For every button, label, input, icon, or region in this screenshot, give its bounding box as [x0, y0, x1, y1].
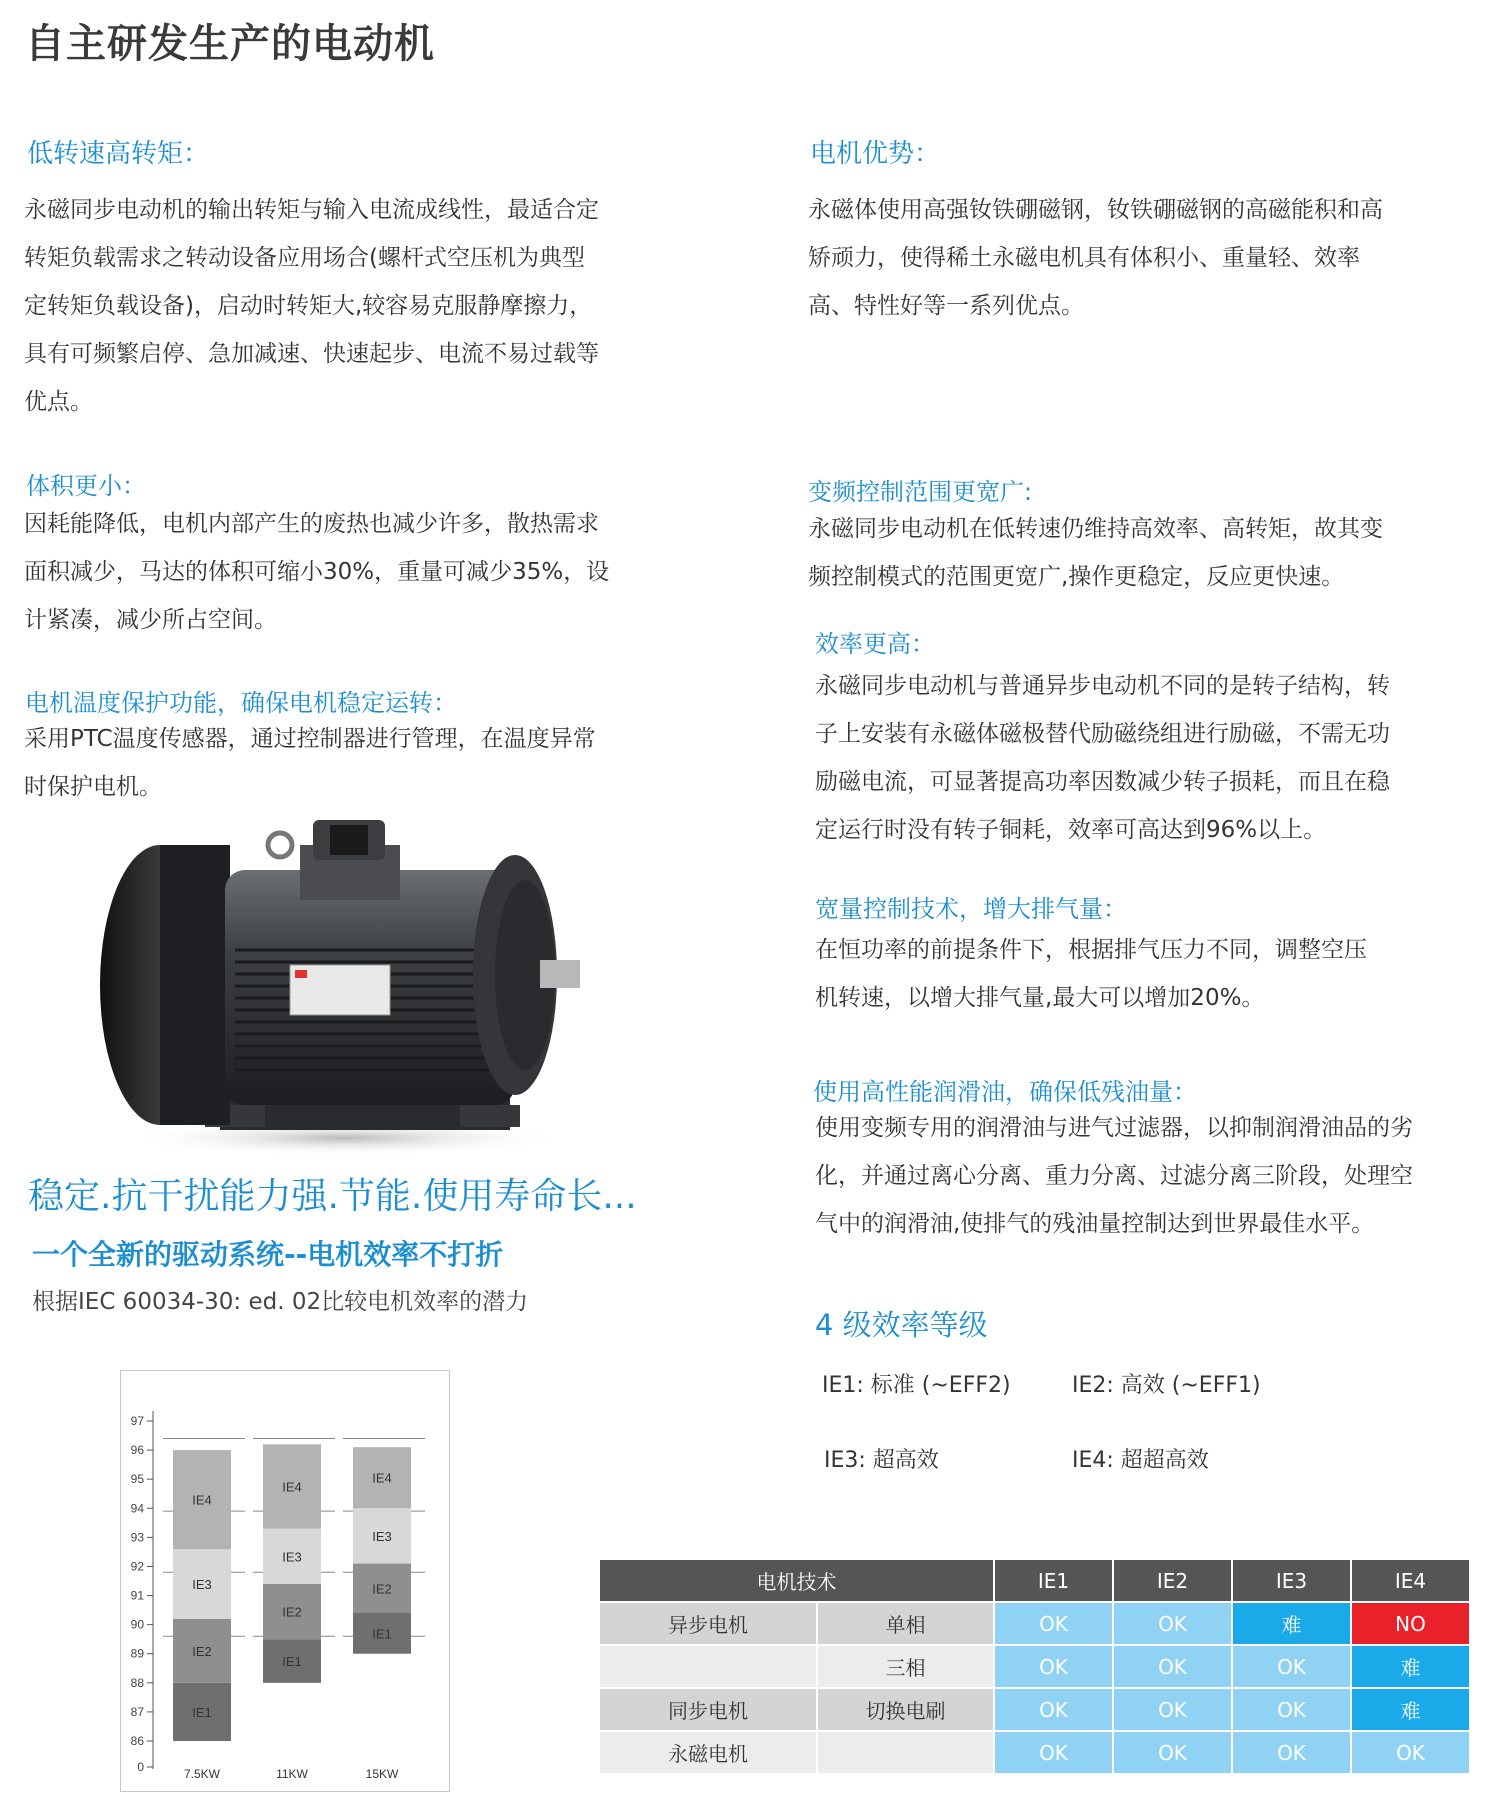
table-cell-sub: 三相	[818, 1646, 993, 1687]
table-row	[600, 1603, 1469, 1644]
text-line: 永磁同步电动机与普通异步电动机不同的是转子结构，转	[815, 673, 1390, 699]
text-line: 永磁同步电动机在低转速仍维持高效率、高转矩，故其变	[808, 516, 1383, 542]
table-cell-sub: 单相	[818, 1603, 993, 1644]
text-line: 因耗能降低，电机内部产生的废热也减少许多，散热需求	[24, 511, 599, 537]
section-heading-smaller-size: 体积更小：	[26, 472, 146, 500]
table-header-cell: IE3	[1233, 1560, 1350, 1601]
slogan-headline: 稳定.抗干扰能力强.节能.使用寿命长...	[28, 1176, 637, 1217]
table-cell-sub: 切换电刷	[818, 1689, 993, 1730]
table-cell-value: OK	[1352, 1732, 1469, 1773]
table-header-cell: IE2	[1114, 1560, 1231, 1601]
segment-label: IE1	[372, 1626, 392, 1642]
y-tick-label: 87	[130, 1704, 144, 1719]
text-line: 定转矩负载设备)，启动时转矩大,较容易克服静摩擦力，	[24, 293, 593, 319]
page-title: 自主研发生产的电动机	[25, 21, 435, 67]
section-body-low-speed	[24, 186, 704, 426]
segment-label: IE2	[282, 1604, 302, 1620]
table-cell-value: OK	[995, 1603, 1112, 1644]
section-heading-wide-control: 宽量控制技术，增大排气量：	[815, 895, 1127, 923]
level-item-ie3: IE3: 超高效	[824, 1448, 939, 1473]
table-cell-value: OK	[1114, 1732, 1231, 1773]
y-tick-label: 91	[130, 1588, 144, 1603]
level-item-ie2: IE2: 高效 (~EFF1)	[1072, 1373, 1261, 1398]
y-tick-label: 96	[130, 1443, 144, 1458]
segment-label: IE4	[192, 1492, 212, 1508]
level-item-ie4: IE4: 超超高效	[1072, 1448, 1209, 1473]
segment-label: IE3	[192, 1576, 212, 1592]
motor-image	[85, 800, 585, 1160]
text-line: 具有可频繁启停、急加减速、快速起步、电流不易过载等	[24, 341, 599, 367]
table-cell-value: OK	[1233, 1732, 1350, 1773]
table-row	[600, 1689, 1469, 1730]
table-cell-value: NO	[1352, 1603, 1469, 1644]
text-line: 时保护电机。	[24, 774, 162, 800]
segment-label: IE3	[372, 1528, 392, 1544]
text-line: 在恒功率的前提条件下，根据排气压力不同，调整空压	[815, 937, 1367, 963]
y-tick-label: 93	[130, 1530, 144, 1545]
table-cell-value: 难	[1352, 1689, 1469, 1730]
table-cell-value: 难	[1352, 1646, 1469, 1687]
y-tick-label: 95	[130, 1472, 144, 1487]
table-row	[600, 1646, 1469, 1687]
table-cell-sub	[818, 1732, 993, 1773]
text-line: 化，并通过离心分离、重力分离、过滤分离三阶段，处理空	[815, 1163, 1413, 1189]
text-line: 转矩负载需求之转动设备应用场合(螺杆式空压机为典型	[24, 245, 585, 271]
text-line: 永磁同步电动机的输出转矩与输入电流成线性，最适合定	[24, 197, 599, 223]
table-cell-type: 同步电机	[600, 1689, 816, 1730]
table-header-cell: 电机技术	[600, 1560, 993, 1601]
text-line: 励磁电流，可显著提高功率因数减少转子损耗，而且在稳	[815, 769, 1390, 795]
segment-label: IE4	[282, 1479, 302, 1495]
section-heading-temp-protection: 电机温度保护功能，确保电机稳定运转：	[25, 689, 457, 717]
text-line: 使用变频专用的润滑油与进气过滤器，以抑制润滑油品的劣	[815, 1115, 1413, 1141]
section-body-smaller-size	[24, 500, 704, 644]
table-cell-value: 难	[1233, 1603, 1350, 1644]
y-tick-label: 97	[130, 1414, 144, 1428]
text-line: 子上安装有永磁体磁极替代励磁绕组进行励磁，不需无功	[815, 721, 1390, 747]
segment-label: IE2	[192, 1643, 212, 1659]
text-line: 气中的润滑油,使排气的残油量控制达到世界最佳水平。	[815, 1211, 1375, 1237]
table-cell-type: 异步电机	[600, 1603, 816, 1644]
x-tick-label: 11KW	[276, 1767, 308, 1781]
segment-label: IE1	[192, 1704, 212, 1720]
efficiency-bar-chart	[120, 1370, 450, 1792]
efficiency-levels-heading: 4 级效率等级	[815, 1308, 988, 1342]
section-body-temp-protection	[24, 715, 704, 811]
text-line: 永磁体使用高强钕铁硼磁钢，钕铁硼磁钢的高磁能积和高	[808, 197, 1383, 223]
text-line: 矫顽力，使得稀土永磁电机具有体积小、重量轻、效率	[808, 245, 1360, 271]
x-tick-label: 7.5KW	[183, 1767, 221, 1781]
table-cell-type	[600, 1646, 816, 1687]
y-tick-label: 88	[130, 1675, 144, 1690]
segment-label: IE3	[282, 1549, 302, 1565]
section-body-efficiency	[815, 662, 1495, 854]
y-tick-label: 89	[130, 1646, 144, 1661]
chart-canvas	[121, 1371, 449, 1791]
x-tick-label: 15KW	[365, 1767, 399, 1781]
section-body-lubricant	[815, 1104, 1500, 1248]
text-line: 优点。	[24, 389, 93, 415]
table-cell-value: OK	[995, 1689, 1112, 1730]
electric-motor-icon	[85, 800, 585, 1160]
text-line: 定运行时没有转子铜耗，效率可高达到96%以上。	[815, 817, 1327, 843]
segment-label: IE4	[372, 1470, 392, 1486]
table-cell-value: OK	[995, 1732, 1112, 1773]
table-cell-value: OK	[1114, 1603, 1231, 1644]
table-cell-type: 永磁电机	[600, 1732, 816, 1773]
section-heading-lubricant: 使用高性能润滑油，确保低残油量：	[813, 1078, 1197, 1106]
section-body-wide-control	[815, 926, 1495, 1022]
text-line: 高、特性好等一系列优点。	[808, 293, 1084, 319]
text-line: 频控制模式的范围更宽广,操作更稳定，反应更快速。	[808, 564, 1345, 590]
text-line: 面积减少，马达的体积可缩小30%，重量可减少35%，设	[24, 559, 610, 585]
text-line: 计紧凑，减少所占空间。	[24, 607, 277, 633]
section-body-vfd-range	[808, 505, 1488, 601]
segment-label: IE2	[372, 1581, 392, 1597]
text-line: 采用PTC温度传感器，通过控制器进行管理，在温度异常	[24, 726, 596, 752]
level-item-ie1: IE1: 标准 (~EFF2)	[822, 1373, 1011, 1398]
text-line: 机转速，以增大排气量,最大可以增加20%。	[815, 985, 1265, 1011]
section-heading-motor-advantage: 电机优势：	[810, 139, 941, 169]
y-tick-label: 94	[130, 1501, 144, 1516]
segment-label: IE1	[282, 1654, 302, 1669]
y-tick-label: 0	[137, 1760, 144, 1774]
table-cell-value: OK	[1233, 1689, 1350, 1730]
section-heading-low-speed: 低转速高转矩：	[27, 139, 210, 169]
motor-tech-table	[598, 1558, 1471, 1775]
y-tick-label: 90	[130, 1617, 144, 1632]
table-cell-value: OK	[1114, 1646, 1231, 1687]
section-heading-efficiency: 效率更高：	[815, 630, 935, 658]
iec-note: 根据IEC 60034-30: ed. 02比较电机效率的潜力	[32, 1289, 529, 1315]
y-tick-label: 86	[130, 1734, 144, 1748]
table-cell-value: OK	[995, 1646, 1112, 1687]
table-header-cell: IE4	[1352, 1560, 1469, 1601]
table-header-cell: IE1	[995, 1560, 1112, 1601]
slogan-subheadline: 一个全新的驱动系统--电机效率不打折	[32, 1238, 504, 1271]
section-body-motor-advantage	[808, 186, 1488, 330]
table-cell-value: OK	[1114, 1689, 1231, 1730]
section-heading-vfd-range: 变频控制范围更宽广:	[808, 478, 1033, 506]
table-cell-value: OK	[1233, 1646, 1350, 1687]
y-tick-label: 92	[130, 1559, 144, 1574]
table-header-row	[600, 1560, 1469, 1601]
table-row	[600, 1732, 1469, 1773]
